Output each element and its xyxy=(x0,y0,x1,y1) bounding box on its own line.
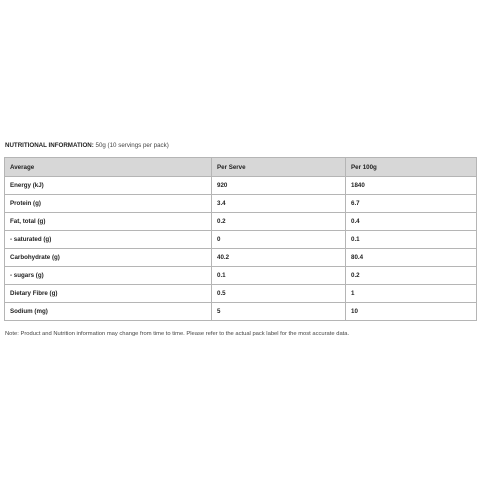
table-row xyxy=(5,267,477,285)
nutrient-name: - saturated (g) xyxy=(5,231,212,249)
per-100g-value: 0.4 xyxy=(346,213,477,231)
nutrient-name: Fat, total (g) xyxy=(5,213,212,231)
table-row xyxy=(5,249,477,267)
per-100g-value: 0.2 xyxy=(346,267,477,285)
per-100g-value: 6.7 xyxy=(346,195,477,213)
serving-size: 50g (10 servings per pack) xyxy=(93,142,169,149)
per-100g-value: 0.1 xyxy=(346,231,477,249)
table-header-row xyxy=(5,158,477,177)
per-100g-value: 80.4 xyxy=(346,249,477,267)
heading-label: NUTRITIONAL INFORMATION: xyxy=(5,142,94,149)
table-row xyxy=(5,195,477,213)
nutrition-table xyxy=(4,157,477,321)
header-per-100g: Per 100g xyxy=(346,158,477,177)
nutrient-name: Dietary Fibre (g) xyxy=(5,285,212,303)
per-serve-value: 0.2 xyxy=(212,213,346,231)
per-serve-value: 3.4 xyxy=(212,195,346,213)
table-row xyxy=(5,177,477,195)
nutrient-name: Carbohydrate (g) xyxy=(5,249,212,267)
per-100g-value: 10 xyxy=(346,303,477,321)
header-average: Average xyxy=(5,158,212,177)
per-serve-value: 0 xyxy=(212,231,346,249)
table-row xyxy=(5,231,477,249)
table-row xyxy=(5,303,477,321)
nutrient-name: Protein (g) xyxy=(5,195,212,213)
nutrient-name: Sodium (mg) xyxy=(5,303,212,321)
per-100g-value: 1840 xyxy=(346,177,477,195)
per-serve-value: 920 xyxy=(212,177,346,195)
per-serve-value: 40.2 xyxy=(212,249,346,267)
nutrient-name: - sugars (g) xyxy=(5,267,212,285)
per-100g-value: 1 xyxy=(346,285,477,303)
disclaimer-note: Note: Product and Nutrition information may change from time to time. Please refer to the actual pack label for the most accurate data. xyxy=(5,331,350,337)
nutrient-name: Energy (kJ) xyxy=(5,177,212,195)
table-row xyxy=(5,213,477,231)
per-serve-value: 5 xyxy=(212,303,346,321)
per-serve-value: 0.5 xyxy=(212,285,346,303)
nutrition-heading xyxy=(5,142,169,149)
header-per-serve: Per Serve xyxy=(212,158,346,177)
table-row xyxy=(5,285,477,303)
per-serve-value: 0.1 xyxy=(212,267,346,285)
